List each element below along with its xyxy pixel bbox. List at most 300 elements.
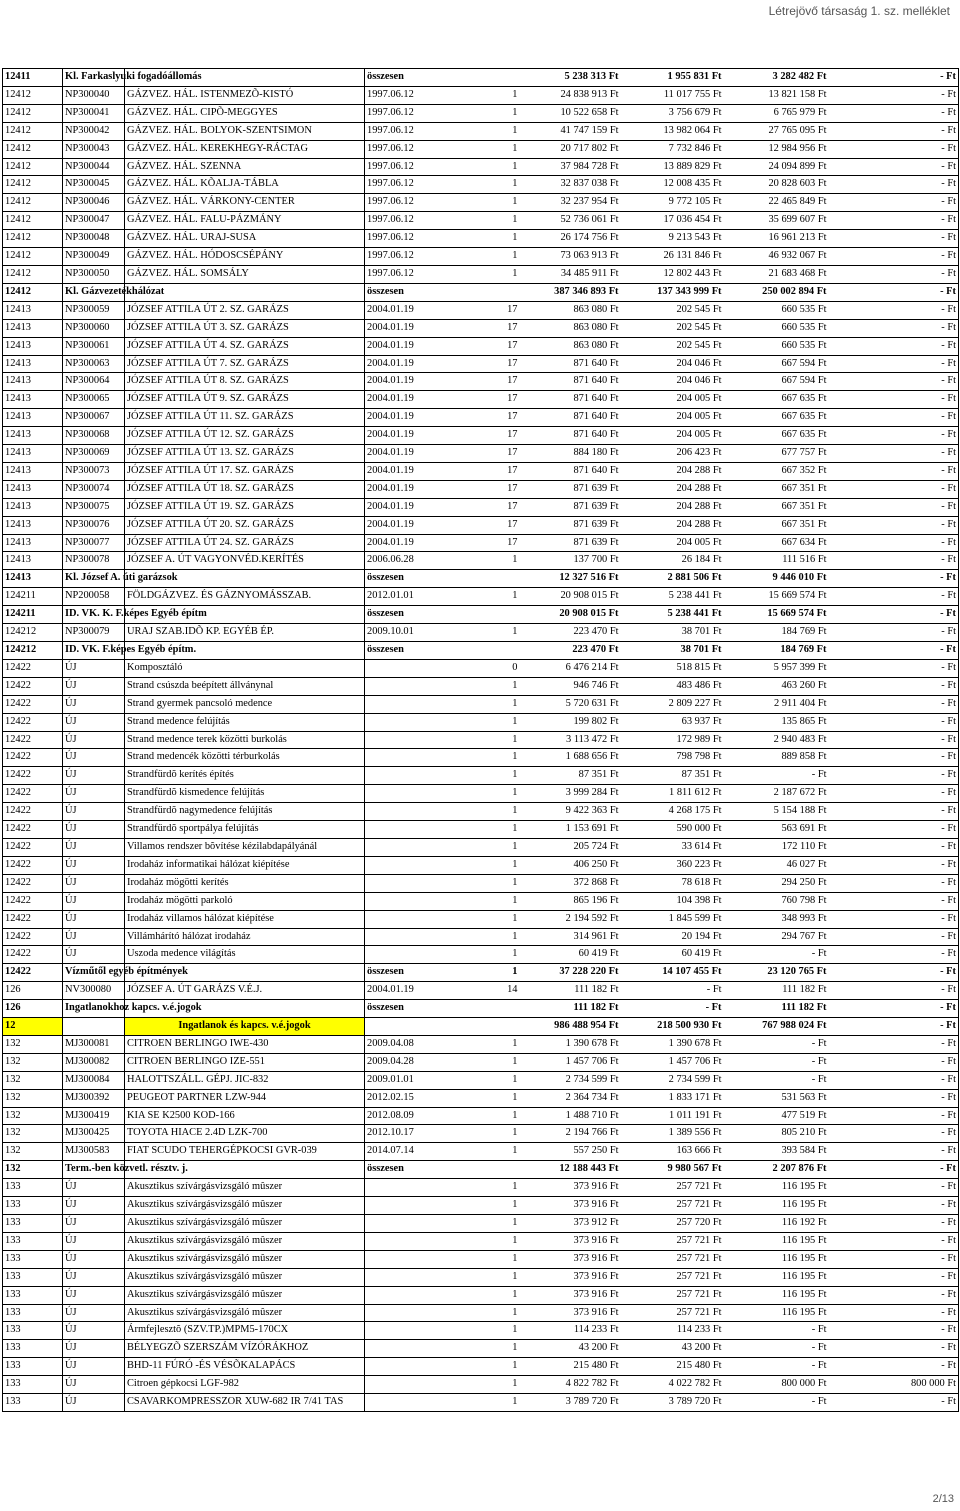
- table-row: [3, 1089, 959, 1107]
- cell-c1: 132: [3, 1053, 63, 1071]
- cell-c8: 15 669 574 Ft: [724, 588, 829, 606]
- cell-c1: 132: [3, 1035, 63, 1053]
- cell-c3: Komposztáló: [125, 659, 365, 677]
- cell-c4: [365, 1376, 445, 1394]
- cell-c5: 1: [445, 803, 520, 821]
- cell-c8: 5 957 399 Ft: [724, 659, 829, 677]
- cell-c5: 1: [445, 1197, 520, 1215]
- cell-c5: 17: [445, 480, 520, 498]
- table-row: [3, 1107, 959, 1125]
- page-number: 2/13: [932, 1493, 954, 1505]
- cell-c1: 12422: [3, 910, 63, 928]
- cell-c1: 12413: [3, 462, 63, 480]
- cell-c4: összesen: [365, 1000, 445, 1018]
- cell-c1: 12422: [3, 856, 63, 874]
- cell-c9: - Ft: [829, 1232, 959, 1250]
- cell-c5: 1: [445, 1125, 520, 1143]
- cell-c3: Irodaház mögötti parkoló: [125, 892, 365, 910]
- cell-c1: 126: [3, 1000, 63, 1018]
- table-row: [3, 1340, 959, 1358]
- cell-c2: MJ300081: [63, 1035, 125, 1053]
- cell-c6: 60 419 Ft: [520, 946, 621, 964]
- cell-c7: 257 720 Ft: [621, 1215, 724, 1233]
- table-row: [3, 1125, 959, 1143]
- cell-c8: 23 120 765 Ft: [724, 964, 829, 982]
- cell-c8: 767 988 024 Ft: [724, 1018, 829, 1036]
- cell-c4: [365, 910, 445, 928]
- cell-c7: 12 008 435 Ft: [621, 176, 724, 194]
- total-row: [3, 283, 959, 301]
- cell-c6: 5 238 313 Ft: [520, 69, 621, 87]
- cell-c4: 2004.01.19: [365, 427, 445, 445]
- cell-c5: 1: [445, 946, 520, 964]
- table-row: [3, 1179, 959, 1197]
- cell-c8: 21 683 468 Ft: [724, 265, 829, 283]
- cell-c1: 12412: [3, 194, 63, 212]
- table-row: [3, 409, 959, 427]
- cell-c1: 132: [3, 1107, 63, 1125]
- cell-c1: 12422: [3, 892, 63, 910]
- cell-c3: JÓZSEF ATTILA ÚT 8. SZ. GARÁZS: [125, 373, 365, 391]
- cell-c6: 20 717 802 Ft: [520, 140, 621, 158]
- cell-c4: [365, 659, 445, 677]
- cell-c4: [365, 1286, 445, 1304]
- cell-c6: 223 470 Ft: [520, 642, 621, 660]
- cell-c3: GÁZVEZ. HÁL. HÓDOSCSÉPÁNY: [125, 248, 365, 266]
- cell-c4: [365, 856, 445, 874]
- table-row: [3, 1286, 959, 1304]
- cell-c4: összesen: [365, 69, 445, 87]
- table-row: [3, 1215, 959, 1233]
- cell-c8: 2 187 672 Ft: [724, 785, 829, 803]
- cell-c3: JÓZSEF ATTILA ÚT 7. SZ. GARÁZS: [125, 355, 365, 373]
- cell-c7: 257 721 Ft: [621, 1179, 724, 1197]
- cell-c6: 3 789 720 Ft: [520, 1394, 621, 1412]
- cell-c2: NP300064: [63, 373, 125, 391]
- cell-c4: [365, 892, 445, 910]
- cell-c3: Akusztikus szívárgásvizsgáló mûszer: [125, 1215, 365, 1233]
- cell-c3: Akusztikus szívárgásvizsgáló mûszer: [125, 1250, 365, 1268]
- cell-c2: ÚJ: [63, 838, 125, 856]
- cell-c9: 800 000 Ft: [829, 1376, 959, 1394]
- cell-c1: 12413: [3, 373, 63, 391]
- cell-c9: - Ft: [829, 373, 959, 391]
- cell-c8: 463 260 Ft: [724, 677, 829, 695]
- cell-c5: 1: [445, 892, 520, 910]
- table-row: [3, 176, 959, 194]
- cell-c2: Term.-ben közvetl. résztv. j.: [63, 1161, 125, 1179]
- cell-c3: Villámhárító hálózat irodaház: [125, 928, 365, 946]
- cell-c8: 35 699 607 Ft: [724, 212, 829, 230]
- cell-c6: 871 640 Ft: [520, 462, 621, 480]
- cell-c7: - Ft: [621, 1000, 724, 1018]
- cell-c9: - Ft: [829, 1125, 959, 1143]
- cell-c6: 199 802 Ft: [520, 713, 621, 731]
- table-row: [3, 445, 959, 463]
- cell-c1: 12413: [3, 301, 63, 319]
- cell-c5: 1: [445, 230, 520, 248]
- cell-c2: NP300047: [63, 212, 125, 230]
- total-row: [3, 69, 959, 87]
- cell-c7: 4 022 782 Ft: [621, 1376, 724, 1394]
- table-row: [3, 713, 959, 731]
- cell-c4: 2004.01.19: [365, 337, 445, 355]
- cell-c4: [365, 928, 445, 946]
- cell-c4: 2004.01.19: [365, 534, 445, 552]
- cell-c3: GÁZVEZ. HÁL. VÁRKONY-CENTER: [125, 194, 365, 212]
- cell-c6: 2 194 592 Ft: [520, 910, 621, 928]
- cell-c5: 1: [445, 1107, 520, 1125]
- cell-c9: - Ft: [829, 642, 959, 660]
- cell-c8: - Ft: [724, 1322, 829, 1340]
- cell-c7: 257 721 Ft: [621, 1197, 724, 1215]
- cell-c8: 184 769 Ft: [724, 642, 829, 660]
- cell-c5: 17: [445, 516, 520, 534]
- cell-c7: 257 721 Ft: [621, 1232, 724, 1250]
- cell-c6: 52 736 061 Ft: [520, 212, 621, 230]
- table-row: [3, 731, 959, 749]
- cell-c1: 12412: [3, 104, 63, 122]
- cell-c9: - Ft: [829, 1143, 959, 1161]
- table-row: [3, 391, 959, 409]
- cell-c7: 13 982 064 Ft: [621, 122, 724, 140]
- cell-c5: 1: [445, 1089, 520, 1107]
- cell-c7: 204 046 Ft: [621, 373, 724, 391]
- cell-c2: NP300048: [63, 230, 125, 248]
- cell-c4: 2004.01.19: [365, 409, 445, 427]
- cell-c8: 116 192 Ft: [724, 1215, 829, 1233]
- table-row: [3, 427, 959, 445]
- cell-c7: 590 000 Ft: [621, 821, 724, 839]
- cell-c5: 1: [445, 1232, 520, 1250]
- table-row: [3, 1304, 959, 1322]
- cell-c1: 12422: [3, 928, 63, 946]
- cell-c2: NP300049: [63, 248, 125, 266]
- cell-c2: ÚJ: [63, 803, 125, 821]
- cell-c3: Citroen gépkocsi LGF-982: [125, 1376, 365, 1394]
- cell-c8: 13 821 158 Ft: [724, 86, 829, 104]
- table-row: [3, 373, 959, 391]
- cell-c9: - Ft: [829, 785, 959, 803]
- cell-c9: - Ft: [829, 624, 959, 642]
- cell-c2: ÚJ: [63, 695, 125, 713]
- cell-c7: 3 756 679 Ft: [621, 104, 724, 122]
- cell-c8: 116 195 Ft: [724, 1250, 829, 1268]
- cell-c3: JÓZSEF ATTILA ÚT 3. SZ. GARÁZS: [125, 319, 365, 337]
- table-row: [3, 230, 959, 248]
- cell-c3: BHD-11 FÚRÓ -ÉS VÉSÕKALAPÁCS: [125, 1358, 365, 1376]
- cell-c5: 1: [445, 1322, 520, 1340]
- asset-table: [2, 68, 959, 1412]
- cell-c4: 1997.06.12: [365, 86, 445, 104]
- cell-c9: - Ft: [829, 462, 959, 480]
- cell-c7: 2 809 227 Ft: [621, 695, 724, 713]
- cell-c2: ÚJ: [63, 767, 125, 785]
- cell-c3: KIA SE K2500 KOD-166: [125, 1107, 365, 1125]
- cell-c8: - Ft: [724, 1358, 829, 1376]
- total-row: [3, 642, 959, 660]
- cell-c7: 1 457 706 Ft: [621, 1053, 724, 1071]
- cell-c6: 6 476 214 Ft: [520, 659, 621, 677]
- cell-c8: 660 535 Ft: [724, 301, 829, 319]
- cell-c7: 360 223 Ft: [621, 856, 724, 874]
- cell-c7: 204 288 Ft: [621, 516, 724, 534]
- cell-c4: [365, 1340, 445, 1358]
- cell-c1: 12413: [3, 355, 63, 373]
- cell-c7: 202 545 Ft: [621, 301, 724, 319]
- cell-c4: [365, 1018, 445, 1036]
- cell-c5: 1: [445, 588, 520, 606]
- cell-c8: - Ft: [724, 946, 829, 964]
- cell-c7: 9 213 543 Ft: [621, 230, 724, 248]
- table-row: [3, 337, 959, 355]
- cell-c1: 12413: [3, 337, 63, 355]
- cell-c5: 1: [445, 677, 520, 695]
- cell-c7: 204 288 Ft: [621, 462, 724, 480]
- cell-c6: 20 908 015 Ft: [520, 606, 621, 624]
- cell-c4: 2004.01.19: [365, 982, 445, 1000]
- cell-c1: 133: [3, 1215, 63, 1233]
- cell-c9: - Ft: [829, 552, 959, 570]
- cell-c4: [365, 874, 445, 892]
- cell-c3: Strand medence felújítás: [125, 713, 365, 731]
- cell-c3: Ármfejlesztõ (SZV.TP.)MPM5-170CX: [125, 1322, 365, 1340]
- cell-c9: - Ft: [829, 1394, 959, 1412]
- cell-c5: 1: [445, 1340, 520, 1358]
- cell-c9: - Ft: [829, 122, 959, 140]
- cell-c3: Strand medence terek közötti burkolás: [125, 731, 365, 749]
- cell-c6: 32 237 954 Ft: [520, 194, 621, 212]
- page-header: Létrejövő társaság 1. sz. melléklet: [768, 4, 950, 18]
- cell-c2: MJ300084: [63, 1071, 125, 1089]
- cell-c5: 17: [445, 445, 520, 463]
- cell-c7: 218 500 930 Ft: [621, 1018, 724, 1036]
- cell-c9: - Ft: [829, 1179, 959, 1197]
- table-row: [3, 659, 959, 677]
- cell-c5: 17: [445, 409, 520, 427]
- cell-c8: 135 865 Ft: [724, 713, 829, 731]
- cell-c2: NP300069: [63, 445, 125, 463]
- cell-c2: ÚJ: [63, 1179, 125, 1197]
- cell-c2: Kl. Farkaslyuki fogadóállomás: [63, 69, 125, 87]
- table-row: [3, 821, 959, 839]
- cell-c3: GÁZVEZ. HÁL. SOMSÁLY: [125, 265, 365, 283]
- cell-c9: - Ft: [829, 480, 959, 498]
- cell-c2: ÚJ: [63, 1340, 125, 1358]
- cell-c4: [365, 1215, 445, 1233]
- cell-c8: - Ft: [724, 1394, 829, 1412]
- cell-c1: 133: [3, 1340, 63, 1358]
- cell-c5: 1: [445, 821, 520, 839]
- cell-c8: 3 282 482 Ft: [724, 69, 829, 87]
- cell-c3: Strandfürdõ kerítés építés: [125, 767, 365, 785]
- cell-c7: 518 815 Ft: [621, 659, 724, 677]
- cell-c3: HALOTTSZÁLL. GÉPJ. JIC-832: [125, 1071, 365, 1089]
- cell-c9: - Ft: [829, 1286, 959, 1304]
- cell-c5: 1: [445, 1035, 520, 1053]
- cell-c4: [365, 1322, 445, 1340]
- cell-c1: 12422: [3, 785, 63, 803]
- cell-c3: Strand gyermek pancsoló medence: [125, 695, 365, 713]
- cell-c7: 204 005 Ft: [621, 427, 724, 445]
- cell-c4: 1997.06.12: [365, 158, 445, 176]
- cell-c5: 1: [445, 212, 520, 230]
- cell-c7: 43 200 Ft: [621, 1340, 724, 1358]
- cell-c8: 667 635 Ft: [724, 391, 829, 409]
- cell-c5: 0: [445, 659, 520, 677]
- cell-c3: JÓZSEF ATTILA ÚT 2. SZ. GARÁZS: [125, 301, 365, 319]
- cell-c9: - Ft: [829, 409, 959, 427]
- cell-c7: 204 005 Ft: [621, 391, 724, 409]
- cell-c4: 1997.06.12: [365, 265, 445, 283]
- cell-c4: 2009.04.28: [365, 1053, 445, 1071]
- cell-c2: NP300074: [63, 480, 125, 498]
- cell-c5: 1: [445, 874, 520, 892]
- cell-c5: 1: [445, 1179, 520, 1197]
- cell-c9: - Ft: [829, 982, 959, 1000]
- cell-c3: JÓZSEF ATTILA ÚT 9. SZ. GARÁZS: [125, 391, 365, 409]
- table-row: [3, 749, 959, 767]
- cell-c8: 27 765 095 Ft: [724, 122, 829, 140]
- cell-c3: GÁZVEZ. HÁL. SZENNA: [125, 158, 365, 176]
- cell-c4: 2012.10.17: [365, 1125, 445, 1143]
- cell-c8: 393 584 Ft: [724, 1143, 829, 1161]
- cell-c6: 41 747 159 Ft: [520, 122, 621, 140]
- cell-c5: [445, 606, 520, 624]
- cell-c1: 12422: [3, 749, 63, 767]
- cell-c9: - Ft: [829, 910, 959, 928]
- cell-c2: Vízműtől egyéb építmények: [63, 964, 125, 982]
- cell-c4: 2004.01.19: [365, 462, 445, 480]
- cell-c2: ÚJ: [63, 1268, 125, 1286]
- cell-c3: JÓZSEF ATTILA ÚT 24. SZ. GARÁZS: [125, 534, 365, 552]
- cell-c1: 12412: [3, 230, 63, 248]
- cell-c9: - Ft: [829, 964, 959, 982]
- cell-c3: GÁZVEZ. HÁL. KEREKHEGY-RÁCTAG: [125, 140, 365, 158]
- cell-c3: Akusztikus szívárgásvizsgáló mûszer: [125, 1197, 365, 1215]
- table-row: [3, 552, 959, 570]
- cell-c7: 1 845 599 Ft: [621, 910, 724, 928]
- cell-c1: 12412: [3, 176, 63, 194]
- cell-c3: JÓZSEF ATTILA ÚT 4. SZ. GARÁZS: [125, 337, 365, 355]
- cell-c6: 2 364 734 Ft: [520, 1089, 621, 1107]
- cell-c6: 1 390 678 Ft: [520, 1035, 621, 1053]
- cell-c7: 202 545 Ft: [621, 337, 724, 355]
- table-row: [3, 928, 959, 946]
- table-row: [3, 140, 959, 158]
- cell-c1: 124212: [3, 642, 63, 660]
- cell-c4: 2004.01.19: [365, 319, 445, 337]
- cell-c8: 348 993 Ft: [724, 910, 829, 928]
- cell-c8: 760 798 Ft: [724, 892, 829, 910]
- cell-c8: 116 195 Ft: [724, 1304, 829, 1322]
- total-row: [3, 570, 959, 588]
- cell-c2: NP300065: [63, 391, 125, 409]
- cell-c7: 204 288 Ft: [621, 480, 724, 498]
- cell-c6: 205 724 Ft: [520, 838, 621, 856]
- cell-c7: 204 005 Ft: [621, 534, 724, 552]
- cell-c1: 12413: [3, 516, 63, 534]
- cell-c6: 5 720 631 Ft: [520, 695, 621, 713]
- cell-c8: 116 195 Ft: [724, 1232, 829, 1250]
- cell-c9: - Ft: [829, 301, 959, 319]
- cell-c9: - Ft: [829, 86, 959, 104]
- cell-c6: 9 422 363 Ft: [520, 803, 621, 821]
- cell-c8: - Ft: [724, 1053, 829, 1071]
- cell-c9: - Ft: [829, 516, 959, 534]
- cell-c1: 12413: [3, 391, 63, 409]
- cell-c2: ÚJ: [63, 749, 125, 767]
- cell-c3: JÓZSEF ATTILA ÚT 13. SZ. GARÁZS: [125, 445, 365, 463]
- cell-c5: 1: [445, 104, 520, 122]
- table-row: [3, 319, 959, 337]
- cell-c8: 15 669 574 Ft: [724, 606, 829, 624]
- cell-c9: - Ft: [829, 892, 959, 910]
- table-row: [3, 588, 959, 606]
- cell-c9: - Ft: [829, 874, 959, 892]
- cell-c9: - Ft: [829, 265, 959, 283]
- cell-c9: - Ft: [829, 731, 959, 749]
- cell-c4: [365, 1250, 445, 1268]
- table-row: [3, 892, 959, 910]
- cell-c6: 373 916 Ft: [520, 1197, 621, 1215]
- cell-c7: 78 618 Ft: [621, 874, 724, 892]
- total-row: [3, 606, 959, 624]
- cell-c7: 60 419 Ft: [621, 946, 724, 964]
- cell-c9: - Ft: [829, 1018, 959, 1036]
- cell-c9: - Ft: [829, 1304, 959, 1322]
- cell-c1: 12413: [3, 498, 63, 516]
- cell-c5: 17: [445, 534, 520, 552]
- cell-c6: 37 984 728 Ft: [520, 158, 621, 176]
- cell-c3: Strand csúszda beépített állványnal: [125, 677, 365, 695]
- cell-c6: 314 961 Ft: [520, 928, 621, 946]
- cell-c9: - Ft: [829, 69, 959, 87]
- cell-c1: 12412: [3, 283, 63, 301]
- cell-c7: 33 614 Ft: [621, 838, 724, 856]
- cell-c8: 294 250 Ft: [724, 874, 829, 892]
- cell-c5: 1: [445, 1376, 520, 1394]
- cell-c1: 133: [3, 1286, 63, 1304]
- total-row: [3, 964, 959, 982]
- cell-c1: 12422: [3, 946, 63, 964]
- cell-c9: - Ft: [829, 176, 959, 194]
- cell-c1: 12422: [3, 659, 63, 677]
- cell-c2: NP300061: [63, 337, 125, 355]
- cell-c9: - Ft: [829, 803, 959, 821]
- cell-c2: [63, 1018, 125, 1036]
- cell-c6: 373 916 Ft: [520, 1286, 621, 1304]
- cell-c7: 13 889 829 Ft: [621, 158, 724, 176]
- cell-c1: 12422: [3, 731, 63, 749]
- cell-c2: NP300043: [63, 140, 125, 158]
- cell-c6: 871 640 Ft: [520, 391, 621, 409]
- table-row: [3, 874, 959, 892]
- cell-c2: ID. VK. F.képes Egyéb építm.: [63, 642, 125, 660]
- cell-c7: 257 721 Ft: [621, 1304, 724, 1322]
- cell-c6: 863 080 Ft: [520, 319, 621, 337]
- cell-c2: ÚJ: [63, 1250, 125, 1268]
- cell-c7: 114 233 Ft: [621, 1322, 724, 1340]
- cell-c8: 9 446 010 Ft: [724, 570, 829, 588]
- cell-c8: 667 635 Ft: [724, 409, 829, 427]
- cell-c1: 133: [3, 1358, 63, 1376]
- cell-c7: 17 036 454 Ft: [621, 212, 724, 230]
- cell-c3: JÓZSEF ATTILA ÚT 19. SZ. GARÁZS: [125, 498, 365, 516]
- cell-c2: ÚJ: [63, 928, 125, 946]
- cell-c6: 406 250 Ft: [520, 856, 621, 874]
- cell-c9: - Ft: [829, 355, 959, 373]
